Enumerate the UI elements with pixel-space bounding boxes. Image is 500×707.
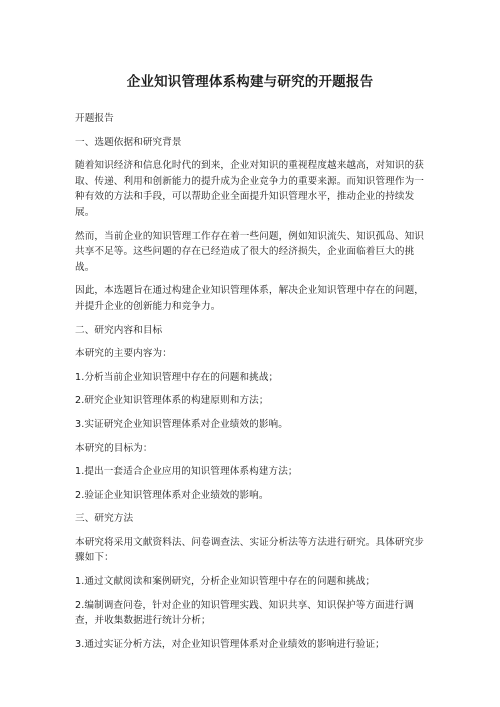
paragraph-goal-intro: 本研究的目标为： <box>75 442 153 454</box>
list-item-content-2: 2.研究企业知识管理体系的构建原则和方法； <box>75 395 269 407</box>
paragraph-background-3: 因此，本选题旨在通过构建企业知识管理体系，解决企业知识管理中存在的问题，并提升企业的创新能力和竞争力。 <box>75 285 424 312</box>
paragraph-background-1: 随着知识经济和信息化时代的到来，企业对知识的重视程度越来越高，对知识的获取、传递、利用和创新能力的提升成为企业竞争力的重要来源。而知识管理作为一种有效的方法和手段，可以帮助企业全面提升知识管理水平，推动企业的持续发展。 <box>75 160 424 218</box>
paragraph-content-intro: 本研究的主要内容为： <box>75 348 172 360</box>
list-item-goal-2: 2.验证企业知识管理体系对企业绩效的影响。 <box>75 489 269 501</box>
paragraph-background-2: 然而，当前企业的知识管理工作存在着一些问题，例如知识流失、知识孤岛、知识共享不足等。这些问题的存在已经造成了很大的经济损失，企业面临着巨大的挑战。 <box>75 230 424 273</box>
list-item-method-1: 1.通过文献阅读和案例研究，分析企业知识管理中存在的问题和挑战； <box>75 576 376 588</box>
paragraph-method-intro: 本研究将采用文献资料法、问卷调查法、实证分析法等方法进行研究。具体研究步骤如下： <box>75 536 424 564</box>
document-body <box>75 111 427 660</box>
list-item-content-1: 1.分析当前企业知识管理中存在的问题和挑战； <box>75 371 279 383</box>
list-item-content-3: 3.实证研究企业知识管理体系对企业绩效的影响。 <box>75 418 288 430</box>
document-title: 企业知识管理体系构建与研究的开题报告 <box>126 74 374 90</box>
heading-section-3: 三、研究方法 <box>75 513 134 525</box>
heading-section-2: 二、研究内容和目标 <box>75 324 163 336</box>
list-item-method-3: 3.通过实证分析方法，对企业知识管理体系对企业绩效的影响进行验证； <box>75 638 385 650</box>
list-item-method-2: 2.编制调查问卷，针对企业的知识管理实践、知识共享、知识保护等方面进行调查，并收集数据进行统计分析； <box>75 599 414 627</box>
heading-section-1: 一、选题依据和研究背景 <box>75 136 182 148</box>
list-item-goal-1: 1.提出一套适合企业应用的知识管理体系构建方法； <box>75 466 298 478</box>
paragraph-report-label: 开题报告 <box>75 113 114 124</box>
